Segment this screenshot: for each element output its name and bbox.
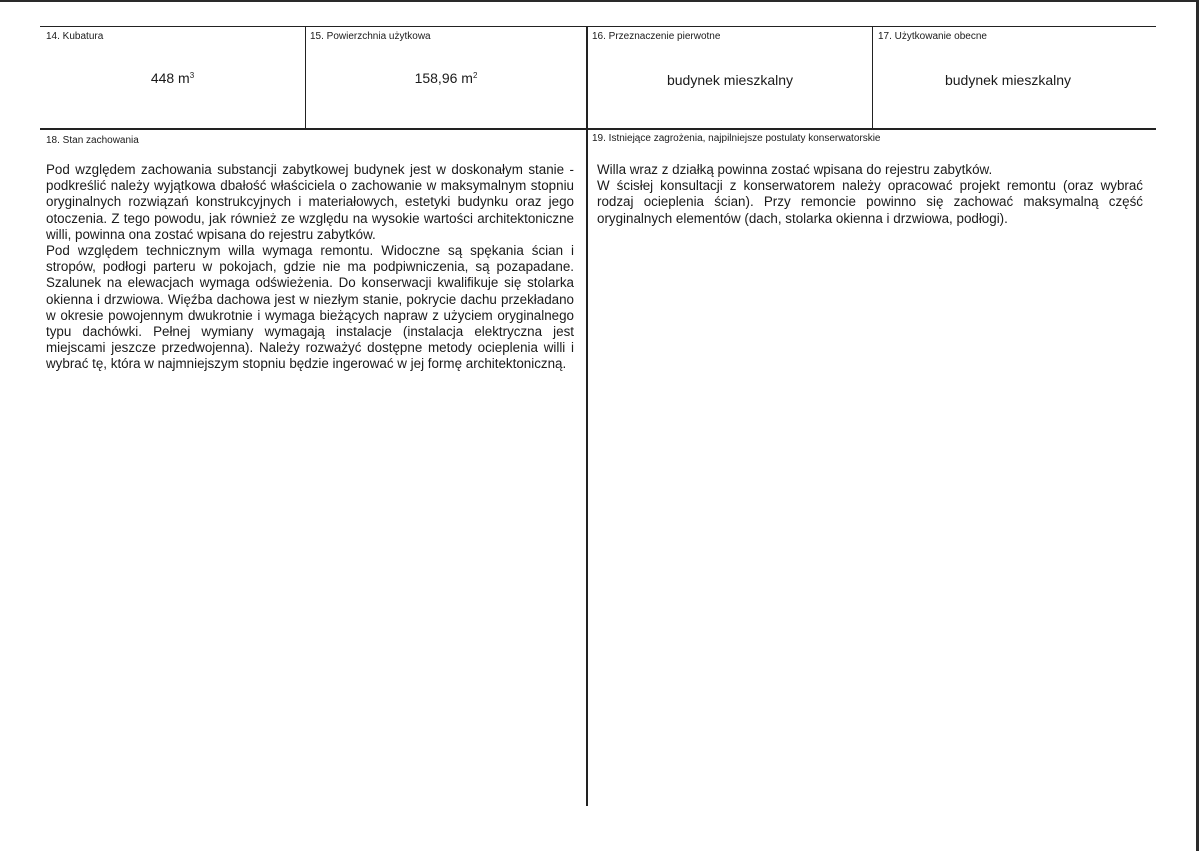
kubatura-label: 14. Kubatura bbox=[46, 31, 104, 42]
zagrozenia-text bbox=[597, 162, 1143, 227]
kubatura-unit-sup: 3 bbox=[189, 71, 195, 80]
zagrozenia-paragraph-2: W ścisłej konsultacji z konserwatorem należy opracować projekt remontu (oraz wybrać rodzaj ocieplenia ścian). Przy remoncie powinno się zachować maksymalną część oryginalnych elementów (dach, stolarka okienna i drzwiowa, podłogi). bbox=[597, 178, 1143, 226]
kubatura-value bbox=[40, 70, 305, 86]
divider-center bbox=[586, 26, 588, 806]
powierzchnia-label: 15. Powierzchnia użytkowa bbox=[310, 31, 431, 42]
przeznaczenie-label: 16. Przeznaczenie pierwotne bbox=[592, 31, 721, 42]
top-rule bbox=[40, 26, 1156, 27]
uzytkowanie-label: 17. Użytkowanie obecne bbox=[878, 31, 987, 42]
middle-rule bbox=[40, 128, 1156, 130]
stan-paragraph-1: Pod względem zachowania substancji zabytkowej budynek jest w doskonałym stanie - podkreślić należy wyjątkowa dbałość właściciela o zachowanie w maksymalnym stopniu oryginalnych rozwiązań konstrukcyjnych i materiałowych, estetyki budynku oraz jego otoczenia. Z tego powodu, jak również ze względu na wysokie wartości architektoniczne willi, powinna ona zostać wpisana do rejestru zabytków. bbox=[46, 162, 574, 242]
uzytkowanie-value: budynek mieszkalny bbox=[944, 72, 1072, 88]
zagrozenia-paragraph-1: Willa wraz z działką powinna zostać wpisana do rejestru zabytków. bbox=[597, 162, 993, 177]
powierzchnia-value bbox=[306, 70, 586, 86]
kubatura-value-text: 448 m bbox=[150, 70, 190, 86]
stan-label: 18. Stan zachowania bbox=[46, 135, 139, 146]
zagrozenia-label: 19. Istniejące zagrożenia, najpilniejsze postulaty konserwatorskie bbox=[592, 133, 881, 144]
stan-paragraph-2: Pod względem technicznym willa wymaga remontu. Widoczne są spękania ścian i stropów, podłogi parteru w pokojach, gdzie nie ma podpiwniczenia, są pozapadane. Szalunek na elewacjach wymaga odświeżenia. Do konserwacji kwalifikuje się stolarka okienna i drzwiowa. Więźba dachowa jest w niezłym stanie, pokrycie dachu przekładano w okresie powojennym dwukrotnie i wymaga bieżących napraw z użyciem oryginalnego typu dachówki. Pełnej wymiany wymagają instalacje (instalacja elektryczna jest miejscami jeszcze przedwojenna). Należy rozważyć dostępne metody ocieplenia willi i wybrać tę, która w najmniejszym stopniu będzie ingerować w jej formę architektoniczną. bbox=[46, 243, 574, 372]
stan-text bbox=[46, 162, 574, 373]
przeznaczenie-value: budynek mieszkalny bbox=[666, 72, 794, 88]
powierzchnia-unit-sup: 2 bbox=[472, 71, 478, 80]
powierzchnia-value-text: 158,96 m bbox=[414, 70, 473, 86]
sheet-edge-top bbox=[0, 0, 1199, 2]
